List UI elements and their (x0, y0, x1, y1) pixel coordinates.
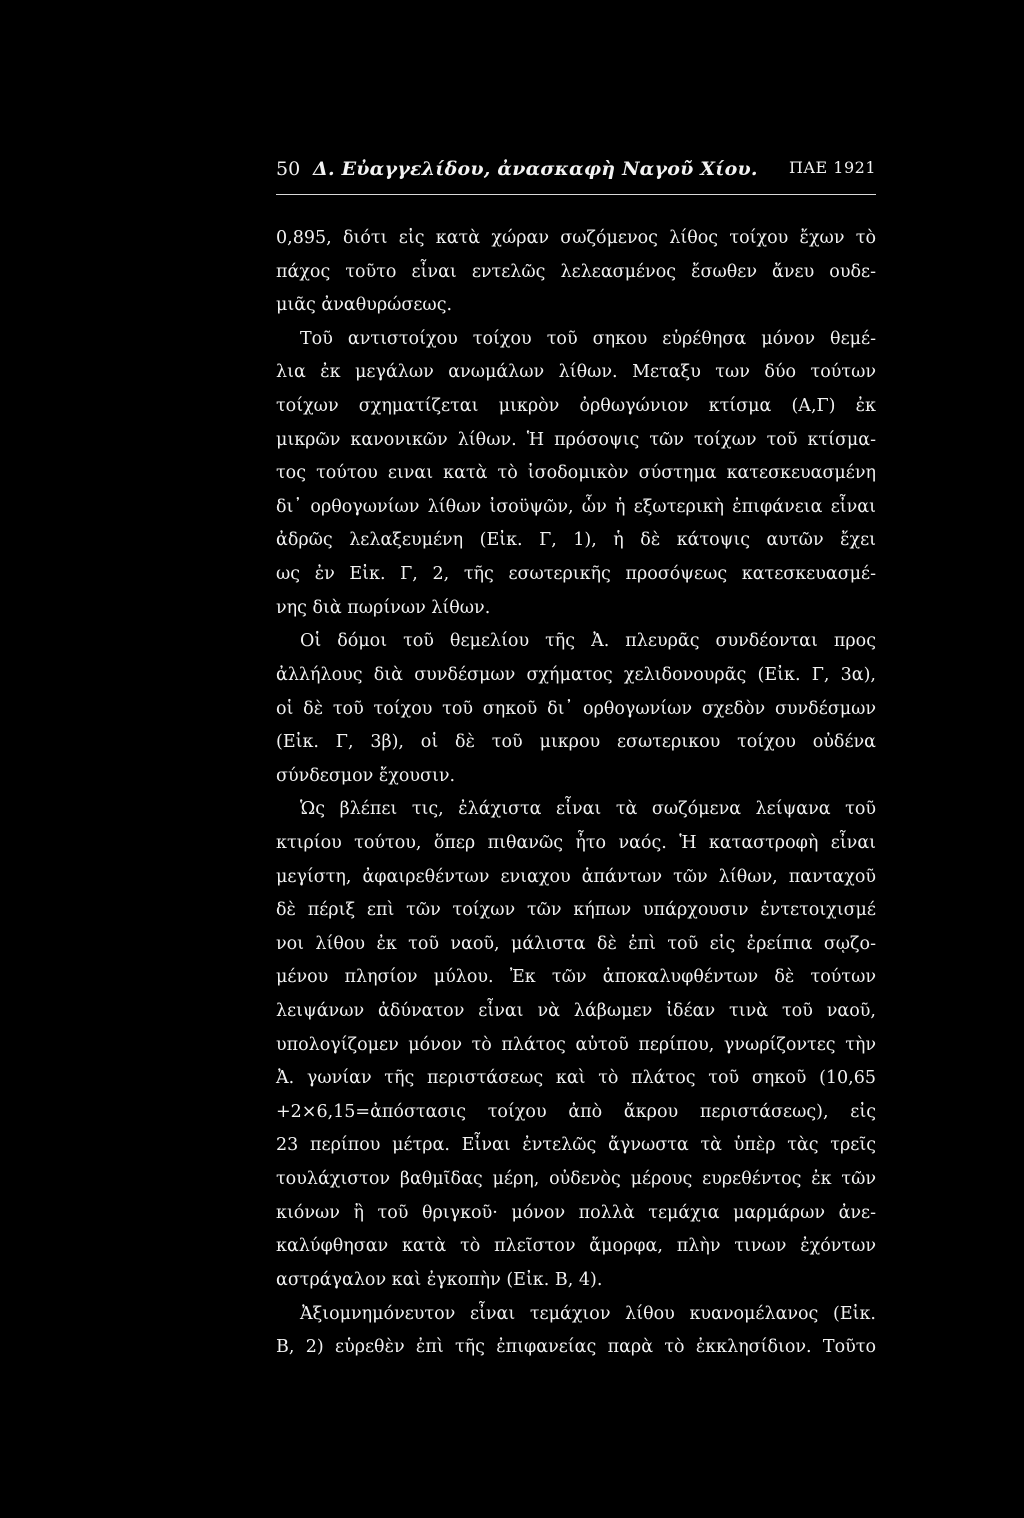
text-line: (Εἰκ. Γ, 3β), οἱ δὲ τοῦ μικρου εσωτερικου τοίχου οὐδένα (276, 732, 876, 753)
text-line: μένου πλησίον μύλου. Ἐκ τῶν ἀποκαλυφθέντων δὲ τούτων (276, 967, 876, 988)
text-line: πάχος τοῦτο εἶναι εντελῶς λελεασμένος ἔσωθεν ἄνευ ουδε- (276, 261, 876, 282)
text-line: τοίχων σχηματίζεται μικρὸν ὀρθωγώνιον κτίσμα (Α,Γ) ἐκ (276, 396, 876, 417)
text-line: Ἀ. γωνίαν τῆς περιστάσεως καὶ τὸ πλάτος τοῦ σηκοῦ (10,65 (276, 1068, 876, 1089)
text-line: δι᾿ ορθογωνίων λίθων ἰσοϋψῶν, ὧν ἡ εξωτερικὴ ἐπιφάνεια εἶναι (276, 496, 876, 517)
text-line: κτιρίου τούτου, ὅπερ πιθανῶς ἦτο ναός. Ἡ καταστροφὴ εἶναι (276, 832, 876, 853)
text-line: μεγίστη, ἀφαιρεθέντων ενιαχου ἁπάντων τῶν λίθων, πανταχοῦ (276, 866, 876, 887)
text-line: Ἀξιομνημόνευτον εἶναι τεμάχιον λίθου κυανομέλανος (Εἰκ. (300, 1303, 876, 1324)
text-line: Τοῦ αντιστοίχου τοίχου τοῦ σηκου εὑρέθησα μόνον θεμέ- (300, 328, 876, 349)
text-line: ἀδρῶς λελαξευμένη (Εἰκ. Γ, 1), ἡ δὲ κάτοψις αυτῶν ἔχει (276, 530, 876, 551)
text-line: νοι λίθου ἐκ τοῦ ναοῦ, μάλιστα δὲ ἐπὶ τοῦ εἰς ἐρείπια σῳζο- (276, 933, 876, 954)
text-line: σύνδεσμον ἔχουσιν. (276, 765, 456, 786)
text-line: +2×6,15=ἀπόστασις τοίχου ἀπὸ ἄκρου περιστάσεως), εἰς (276, 1101, 876, 1122)
journal-reference: ΠΑΕ 1921 (789, 158, 876, 177)
text-line: κιόνων ἢ τοῦ θριγκοῦ· μόνον πολλὰ τεμάχια μαρμάρων ἀνε- (276, 1202, 876, 1223)
running-title: Δ. Εὐαγγελίδου, ἀνασκαφὴ Ναγοῦ Χίου. (313, 158, 758, 180)
text-line: μιᾶς ἀναθυρώσεως. (276, 295, 453, 316)
text-line: Οἱ δόμοι τοῦ θεμελίου τῆς Ἀ. πλευρᾶς συνδέονται προς (300, 631, 876, 652)
text-line: μικρῶν κανονικῶν λίθων. Ἡ πρόσοψις τῶν τοίχων τοῦ κτίσμα- (276, 429, 876, 450)
running-header (276, 158, 876, 190)
text-line: Β, 2) εὑρεθὲν ἐπὶ τῆς ἐπιφανείας παρὰ τὸ ἐκκλησίδιον. Τοῦτο (276, 1337, 876, 1358)
text-line: καλύφθησαν κατὰ τὸ πλεῖστον ἄμορφα, πλὴν τινων ἐχόντων (276, 1236, 876, 1257)
text-line: 0,895, διότι εἰς κατὰ χώραν σωζόμενος λίθος τοίχου ἔχων τὸ (276, 228, 876, 248)
text-line: 23 περίπου μέτρα. Εἶναι ἐντελῶς ἄγνωστα τὰ ὑπὲρ τὰς τρεῖς (276, 1135, 876, 1156)
page-number: 50 (276, 158, 301, 180)
text-line: ἀλλήλους διὰ συνδέσμων σχήματος χελιδονουρᾶς (Εἰκ. Γ, 3α), (276, 664, 876, 685)
text-line: δὲ πέριξ επὶ τῶν τοίχων τῶν κήπων υπάρχουσιν ἐντετοιχισμέ (276, 900, 876, 921)
text-line: υπολογίζομεν μόνον τὸ πλάτος αὐτοῦ περίπου, γνωρίζοντες τὴν (276, 1034, 876, 1055)
text-line: τος τούτου ειναι κατὰ τὸ ἰσοδομικὸν σύστημα κατεσκευασμένη (276, 463, 876, 484)
text-line: οἱ δὲ τοῦ τοίχου τοῦ σηκοῦ δι᾿ ορθογωνίων σχεδὸν συνδέσμων (276, 698, 876, 719)
text-line: λια ἐκ μεγάλων ανωμάλων λίθων. Μεταξυ των δύο τούτων (276, 362, 876, 383)
text-line: τουλάχιστον βαθμῖδας μέρη, οὐδενὸς μέρους ευρεθέντος ἐκ τῶν (276, 1169, 876, 1190)
page (276, 158, 876, 1358)
body-text (276, 222, 876, 1365)
text-line: λειψάνων ἀδύνατον εἶναι νὰ λάβωμεν ἰδέαν τινὰ τοῦ ναοῦ, (276, 1001, 876, 1022)
header-rule (276, 194, 876, 195)
text-line: νης διὰ πωρίνων λίθων. (276, 597, 491, 618)
text-line: αστράγαλον καὶ ἐγκοπὴν (Εἰκ. Β, 4). (276, 1269, 603, 1290)
text-line: ως ἐν Εἰκ. Γ, 2, τῆς εσωτερικῆς προσόψεως κατεσκευασμέ- (276, 564, 876, 585)
text-line: Ὡς βλέπει τις, ἐλάχιστα εἶναι τὰ σωζόμενα λείψανα τοῦ (300, 799, 876, 820)
